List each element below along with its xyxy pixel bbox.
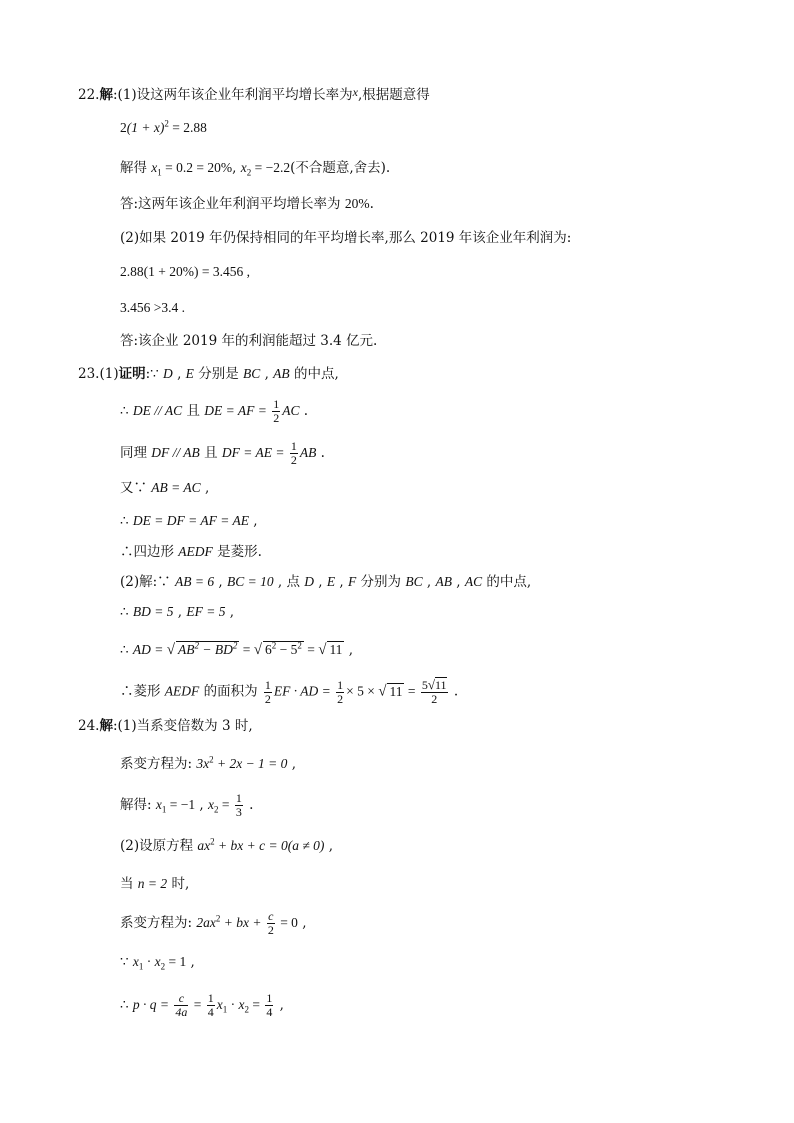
p23-r1-bd: BD = 5 <box>132 604 174 619</box>
p24-b4-because: ∵ <box>120 954 133 970</box>
p23-step3 <box>120 478 209 498</box>
p23-s4-tail: , <box>248 513 258 529</box>
p24-b1-term: ax <box>197 838 211 853</box>
p23-r2-five: − 5 <box>276 642 298 657</box>
p22-solution-label: 解 <box>99 87 113 103</box>
p23-s1-den: 2 <box>273 411 280 425</box>
p23-sep2: , <box>260 366 274 382</box>
p23-s1-equal: DE = AF = <box>204 403 271 418</box>
p22-eq1-term: (1 + x) <box>126 120 165 135</box>
p24-b5-therefore: ∴ <box>120 997 133 1013</box>
p24-a2-sub1: 1 <box>161 804 167 815</box>
p23-r3-area-text: 的面积为 <box>199 683 262 700</box>
p23-s5-tail: 是菱形. <box>212 544 262 560</box>
p23-r2-exp4: 2 <box>297 640 302 651</box>
p23-r2-root1 <box>176 641 239 657</box>
p24-b1-exp: 2 <box>210 836 215 847</box>
p23-s2-den: 2 <box>290 453 297 467</box>
p23-proof-label: 证明 <box>118 366 146 382</box>
p24-a1 <box>120 754 296 774</box>
p24-heading <box>78 716 253 736</box>
p24-b4-dot: · <box>143 954 155 969</box>
p22-eq1-coef: 2 <box>120 120 127 135</box>
p24-a2-fraction <box>235 792 243 819</box>
p22-equation2 <box>120 262 250 282</box>
p23-s2-tail: . <box>316 445 325 461</box>
p23-r2-exp1: 2 <box>194 640 199 651</box>
p24-b4-sub1: 1 <box>138 961 144 972</box>
p22-equation3 <box>120 298 185 318</box>
p24-b5-sub1: 1 <box>222 1004 228 1015</box>
p24-a1-tail: , <box>287 756 297 772</box>
p24-b5-den3: 4 <box>266 1005 273 1019</box>
p24-b1-tail: , <box>324 838 333 854</box>
p23-s5-prefix: ∴四边形 <box>120 544 179 560</box>
p23-r2-tail: , <box>344 642 354 658</box>
p24-b5-num1: c <box>174 992 188 1006</box>
p24-b2-n: n = 2 <box>137 876 168 891</box>
p23-r1-therefore: ∴ <box>120 604 133 620</box>
p24-b1-rest: + bx + c = 0 <box>214 838 288 853</box>
p22-eq3-tail: . <box>178 300 185 315</box>
p22-part2 <box>120 228 571 248</box>
p22-answer1-tail: . <box>369 196 374 212</box>
p24-b3-fraction <box>267 910 275 937</box>
p22-answer1 <box>120 194 374 214</box>
p24-b3-den: 2 <box>267 923 274 937</box>
p24-b1-condition: (a ≠ 0) <box>287 838 325 853</box>
p23-q2-sep7: , <box>451 574 465 590</box>
sqrt-icon: √ <box>166 642 175 658</box>
p22-answer2 <box>120 331 377 351</box>
p24-a1-term: 3x <box>196 756 210 771</box>
p24-a2-eq: = <box>218 797 233 812</box>
p23-r3-den1: 2 <box>264 691 271 706</box>
p23-r3-num3 <box>421 678 448 693</box>
p24-b5-eq2: = <box>249 997 264 1012</box>
p23-result3 <box>120 678 458 706</box>
p23-s3-tail: , <box>200 480 210 496</box>
p23-heading <box>78 364 339 384</box>
p23-r2-exp2: 2 <box>232 640 238 651</box>
p23-s3-prefix: 又∵ <box>120 480 152 496</box>
p23-s2-num: 1 <box>290 439 297 453</box>
p23-r3-frac1 <box>264 679 272 706</box>
p23-q2-seg-bc: BC <box>405 574 423 589</box>
p22-sol-prefix: 解得 <box>120 160 152 176</box>
p23-number: 23. <box>78 366 100 382</box>
p24-b4-x2: x <box>154 954 161 969</box>
p24-a2-sep: , <box>195 797 208 813</box>
p23-step1 <box>120 398 308 425</box>
p24-b3-rhs: = 0 <box>276 915 298 930</box>
p24-a2-val1: = −1 <box>166 797 196 812</box>
p23-r2-six: 6 <box>264 642 272 657</box>
p23-r2-root2 <box>263 641 304 657</box>
p24-b3-tail: , <box>297 915 307 931</box>
p23-step2 <box>120 440 325 467</box>
p23-part1-label: (1) <box>99 366 119 382</box>
p22-line1-tail: ,根据题意得 <box>357 87 430 103</box>
p24-b5-frac1 <box>174 992 188 1019</box>
p24-b5-tail: , <box>275 997 284 1013</box>
p23-step4 <box>120 511 258 531</box>
p24-b5-eq1: = <box>190 997 205 1012</box>
p22-sol-sub1: 1 <box>157 167 162 178</box>
p24-b3-exp: 2 <box>215 913 221 924</box>
p24-b2 <box>120 874 189 894</box>
p23-q2-seg-ab: AB <box>435 574 452 589</box>
p23-r3-num2: 1 <box>337 677 344 692</box>
p23-q2-sep2: , 点 <box>273 574 305 590</box>
p22-eq3: 3.456 >3.4 <box>120 300 179 315</box>
p23-r3-den2: 2 <box>337 691 344 706</box>
p23-q2-bc: BC = 10 <box>226 574 274 589</box>
p23-r1-sep: , <box>173 604 187 620</box>
p22-eq2: 2.88(1 + 20%) = 3.456 <box>120 264 244 279</box>
p23-seg-ab: AB <box>273 366 290 381</box>
p24-b5-den1: 4a <box>175 1005 188 1019</box>
p24-b4-val: = 1 <box>165 954 187 969</box>
p22-answer1-value: 20% <box>344 196 370 211</box>
p24-a2-x2: x <box>207 797 214 812</box>
p23-r3-num3-root: 11 <box>434 678 447 692</box>
p23-q2-sep6: , <box>422 574 436 590</box>
p24-b3-mid: + bx + <box>220 915 265 930</box>
p23-r2-eq1: = <box>239 642 254 657</box>
p24-b5-dot: · <box>227 997 239 1012</box>
p23-r3-tail: . <box>449 683 459 700</box>
p24-b4-tail: , <box>186 954 195 970</box>
p23-part2 <box>120 572 531 592</box>
p23-q2-ab: AB = 6 <box>174 574 215 589</box>
p22-sol-x2: x <box>240 160 247 175</box>
p23-s2-equal: DF = AE = <box>221 445 288 460</box>
p22-variable: x <box>352 85 358 99</box>
p24-a2-tail: . <box>244 797 254 813</box>
p23-q2-sep4: , <box>335 574 348 590</box>
p23-q2-seg-ac: AC <box>464 574 483 589</box>
sqrt-icon: √ <box>253 642 262 658</box>
p23-s1-therefore: ∴ <box>120 403 133 419</box>
p22-sol-val1: = 0.2 = 20% <box>161 160 233 175</box>
p23-s3-equal: AB = AC <box>151 480 201 495</box>
p23-q2-f: F <box>348 574 357 589</box>
sqrt-icon: √ <box>378 683 387 700</box>
p23-r3-times: × 5 × <box>346 683 379 699</box>
p23-r3-num1: 1 <box>264 677 271 692</box>
p23-r1-ef: EF = 5 <box>186 604 226 619</box>
p23-r2-exp3: 2 <box>271 640 277 651</box>
p24-solution-label: 解 <box>99 718 113 734</box>
p23-q2-prefix: (2)解:∵ <box>120 574 175 590</box>
p23-r3-num3-coef: 5 <box>421 678 428 692</box>
p23-q2-sep5: 分别为 <box>356 574 406 590</box>
p24-b5-x1: x <box>216 997 223 1012</box>
p22-solutions <box>120 158 390 178</box>
p23-r2-ad: AD = <box>132 642 167 657</box>
p23-s1-seg: AC <box>282 403 300 418</box>
p24-b5-den2: 4 <box>207 1005 214 1019</box>
sqrt-icon: √ <box>427 677 435 692</box>
p22-part2-text: (2)如果 2019 年仍保持相同的年平均增长率,那么 2019 年该企业年利润为: <box>120 230 572 246</box>
p24-a2-den: 3 <box>235 805 242 819</box>
p22-line1 <box>78 82 430 105</box>
p22-answer1-text: 答:这两年该企业年利润平均增长率为 <box>120 196 345 212</box>
p22-equation1 <box>120 118 207 138</box>
p24-b3-term: 2ax <box>196 915 216 930</box>
p22-sol-val2: = −2.2 <box>251 160 291 175</box>
p23-result1 <box>120 602 234 622</box>
p23-sep1: , <box>172 366 186 382</box>
p24-b5-pq: p · q = <box>132 997 173 1012</box>
p22-sol-sep: , <box>232 160 241 176</box>
p24-b5 <box>120 992 284 1019</box>
p24-b1 <box>120 836 333 856</box>
p23-r2-minus: − BD <box>198 642 233 657</box>
p24-number: 24. <box>78 718 100 734</box>
p24-a1-exp: 2 <box>209 754 214 765</box>
p23-point-e: E <box>185 366 194 381</box>
p23-s2-fraction <box>290 440 298 467</box>
p24-a1-rest: + 2x − 1 = 0 <box>213 756 288 771</box>
p24-a1-prefix: 系变方程为: <box>120 756 197 772</box>
p23-r2-root1-a: AB <box>177 642 195 657</box>
p23-s1-parallel: DE // AC <box>132 403 183 418</box>
p22-sol-tail: (不合题意,舍去). <box>290 160 391 176</box>
p23-s2-similarly: 同理 <box>120 445 152 461</box>
p23-r3-root: 11 <box>389 683 403 699</box>
p24-a2-x1: x <box>155 797 162 812</box>
p22-sol-sub2: 2 <box>246 167 252 178</box>
p23-mid-text: 分别是 <box>193 366 244 382</box>
p24-b3 <box>120 910 307 937</box>
p24-b5-x2: x <box>238 997 245 1012</box>
p23-heading-tail: 的中点, <box>289 366 339 382</box>
p23-r3-den3: 2 <box>431 692 438 706</box>
p24-b4-x1: x <box>132 954 139 969</box>
p24-b5-frac2 <box>207 992 215 1019</box>
p22-eq2-tail: , <box>243 264 250 279</box>
p23-s1-fraction <box>272 398 280 425</box>
p24-b5-num3: 1 <box>266 991 273 1005</box>
p22-eq1-exp: 2 <box>164 118 169 129</box>
p23-q2-d: D <box>304 574 314 589</box>
p23-s4-equal: DE = DF = AF = AE <box>132 513 249 528</box>
p24-a2-sub2: 2 <box>213 804 219 815</box>
p24-a2 <box>120 792 253 819</box>
p23-r2-therefore: ∴ <box>120 642 133 658</box>
p24-a2-prefix: 解得: <box>120 797 156 813</box>
p23-result2 <box>120 640 353 660</box>
p23-q2-e: E <box>326 574 336 589</box>
p24-b5-frac3 <box>265 992 273 1019</box>
p23-because: :∵ <box>145 366 164 382</box>
p23-point-d: D <box>163 366 173 381</box>
p23-r3-product: EF · AD = <box>273 683 335 699</box>
p23-s2-seg: AB <box>299 445 317 460</box>
p24-b4-sub2: 2 <box>160 961 166 972</box>
p24-b2-prefix: 当 <box>120 876 138 892</box>
p22-number: 22. <box>78 87 100 103</box>
p23-r1-tail: , <box>225 604 235 620</box>
p23-q2-tail: 的中点, <box>482 574 532 590</box>
p23-step5 <box>120 542 262 562</box>
p24-b5-sub2: 2 <box>244 1004 250 1015</box>
p22-answer2-text: 答:该企业 2019 年的利润能超过 3.4 亿元. <box>120 333 378 349</box>
p23-seg-bc: BC <box>243 366 261 381</box>
p23-r3-prefix: ∴菱形 <box>120 683 165 700</box>
p23-q2-sep1: , <box>214 574 227 590</box>
p24-b3-num: c <box>268 909 274 923</box>
p24-heading-text: :(1)当系变倍数为 3 时, <box>112 718 253 734</box>
p24-b5-num2: 1 <box>207 991 214 1005</box>
p23-r3-eq: = <box>404 683 419 699</box>
p23-r3-frac2 <box>336 679 344 706</box>
p24-a2-num: 1 <box>235 791 242 805</box>
p24-b2-tail: 时, <box>167 876 190 892</box>
p23-q2-sep3: , <box>314 574 327 590</box>
p24-b4 <box>120 952 195 972</box>
p23-s1-num: 1 <box>273 397 280 411</box>
p24-b1-prefix: (2)设原方程 <box>120 838 198 854</box>
p23-r3-shape: AEDF <box>164 683 200 699</box>
p23-s1-tail: . <box>299 403 309 419</box>
p22-eq1-rhs: = 2.88 <box>168 120 207 135</box>
p23-r2-root3: 11 <box>329 642 343 657</box>
sqrt-icon: √ <box>318 642 327 658</box>
p23-r2-eq2: = <box>303 642 319 657</box>
p23-s1-and: 且 <box>182 403 205 419</box>
p23-s2-and: 且 <box>199 445 222 461</box>
p23-r3-frac3 <box>421 678 448 706</box>
p23-s2-parallel: DF // AB <box>151 445 200 460</box>
p22-line1-text: :(1)设这两年该企业年利润平均增长率为 <box>112 87 353 103</box>
p24-b3-prefix: 系变方程为: <box>120 915 197 931</box>
p23-s5-shape: AEDF <box>178 544 213 559</box>
p22-sol-x1: x <box>151 160 158 175</box>
p23-s4-therefore: ∴ <box>120 513 133 529</box>
